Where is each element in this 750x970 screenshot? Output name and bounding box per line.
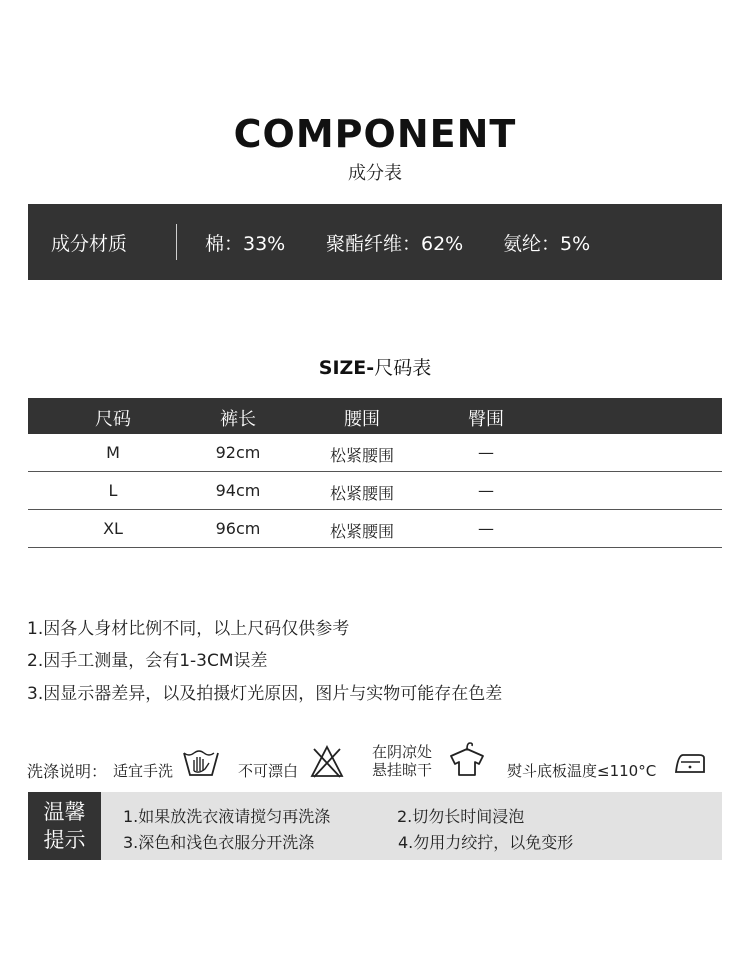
hand-wash-label: 适宜手洗: [113, 762, 174, 780]
composition-polyester: 聚酯纤维：62%: [326, 233, 464, 255]
note-line: 2.因手工测量，会有1-3CM误差: [27, 651, 268, 671]
iron-label: 熨斗底板温度≤110°C: [507, 762, 657, 780]
tip-item: 3.深色和浅色衣服分开洗涤: [123, 833, 315, 852]
tip-item: 2.切勿长时间浸泡: [397, 807, 525, 826]
page-subtitle: 成分表: [348, 163, 402, 184]
size-table-title: [0, 353, 750, 380]
washing-label: 洗涤说明：: [27, 762, 108, 781]
tip-item: 1.如果放洗衣液请搅匀再洗涤: [123, 807, 331, 826]
cell-waist: 松紧腰围: [329, 446, 394, 465]
column-header-length: 裤长: [220, 409, 256, 430]
composition-spandex: 氨纶：5%: [503, 233, 591, 255]
cell-waist: 松紧腰围: [329, 522, 394, 541]
hang-dry-label-line2: 悬挂晾干: [372, 761, 433, 779]
table-row: [28, 472, 722, 510]
tips-heading: [28, 792, 101, 860]
cell-size: XL: [103, 519, 123, 538]
hang-dry-icon: [447, 740, 487, 778]
hand-wash-icon: [181, 745, 221, 779]
tips-heading-line2: 提示: [43, 828, 86, 852]
tips-heading-line1: 温馨: [43, 800, 86, 824]
size-table-header: [28, 398, 722, 434]
note-line: 1.因各人身材比例不同，以上尺码仅供参考: [27, 619, 350, 639]
cell-waist: 松紧腰围: [329, 484, 394, 503]
composition-label: 成分材质: [51, 233, 128, 255]
size-title-bold: SIZE-: [318, 357, 375, 379]
iron-icon: [673, 752, 707, 776]
cell-hip: —: [478, 519, 494, 538]
column-header-hip: 臀围: [468, 409, 504, 430]
page-title: COMPONENT: [233, 112, 517, 156]
note-line: 3.因显示器差异，以及拍摄灯光原因，图片与实物可能存在色差: [27, 684, 503, 704]
column-header-size: 尺码: [95, 409, 131, 430]
tips-bar: [28, 792, 722, 860]
cell-hip: —: [478, 443, 494, 462]
composition-cotton: 棉：33%: [205, 233, 286, 255]
tip-item: 4.勿用力绞拧，以免变形: [398, 833, 574, 852]
composition-divider: [176, 224, 177, 260]
cell-size: M: [106, 443, 120, 462]
cell-length: 94cm: [215, 481, 261, 500]
cell-hip: —: [478, 481, 494, 500]
composition-bar: [28, 204, 722, 280]
no-bleach-label: 不可漂白: [238, 762, 299, 780]
cell-length: 96cm: [215, 519, 261, 538]
table-row: [28, 434, 722, 472]
cell-length: 92cm: [215, 443, 261, 462]
cell-size: L: [108, 481, 118, 500]
table-row: [28, 510, 722, 548]
column-header-waist: 腰围: [344, 409, 380, 430]
no-bleach-icon: [309, 744, 345, 780]
hang-dry-label-line1: 在阴凉处: [372, 743, 433, 761]
size-title-rest: 尺码表: [374, 357, 432, 379]
